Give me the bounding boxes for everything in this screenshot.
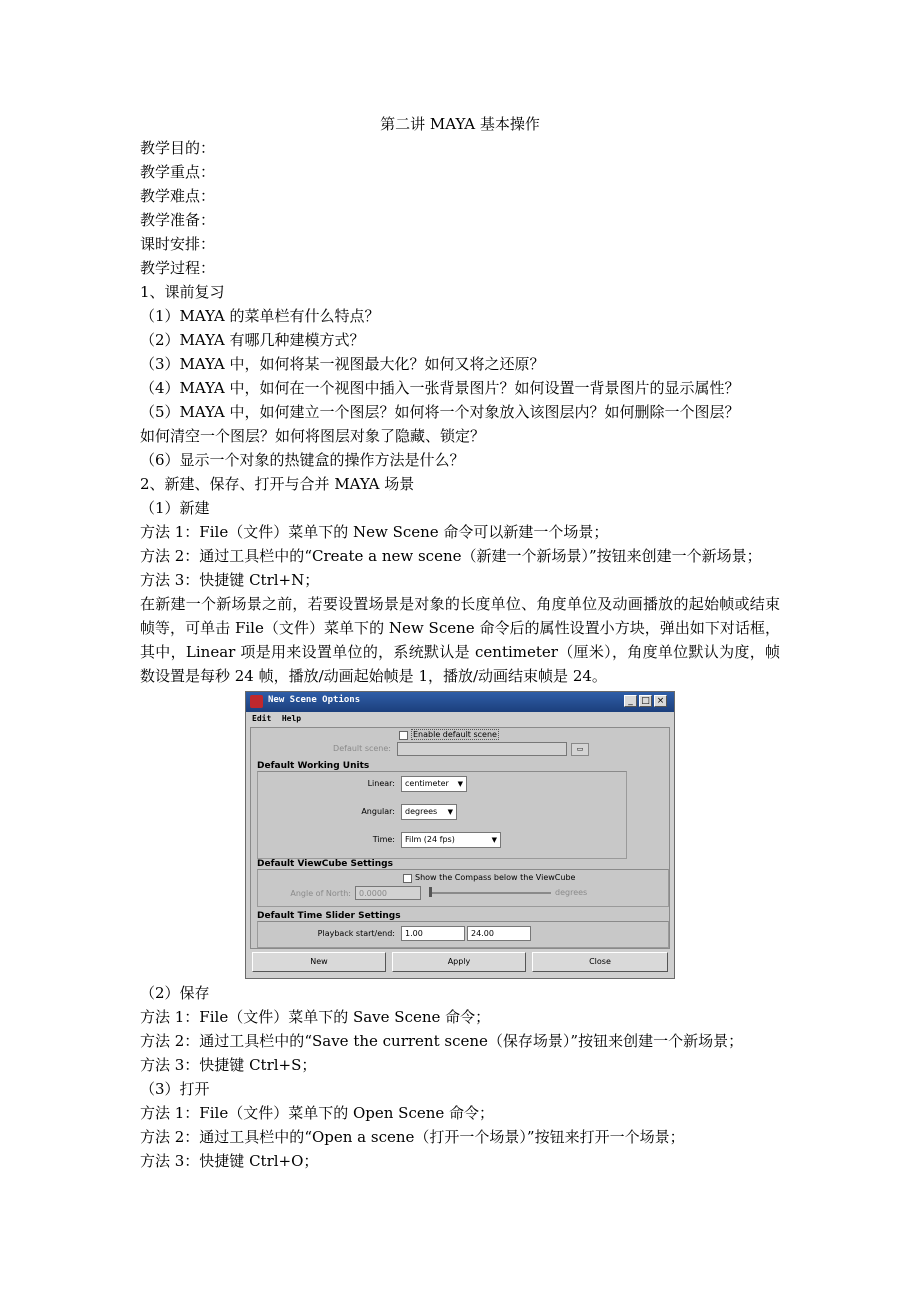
time-value: Film (24 fps): [405, 835, 455, 844]
method-line: 方法 3：快捷键 Ctrl+N；: [140, 571, 320, 589]
default-scene-label: Default scene:: [333, 744, 391, 753]
default-scene-input[interactable]: [397, 742, 567, 756]
page-title: 第二讲 MAYA 基本操作: [380, 115, 540, 133]
review-question: （4）MAYA 中，如何在一个视图中插入一张背景图片？如何设置一背景图片的显示属性？: [140, 379, 740, 397]
new-button[interactable]: New: [252, 952, 386, 972]
review-question: （3）MAYA 中，如何将某一视图最大化？如何又将之还原？: [140, 355, 545, 373]
menu-help[interactable]: Help: [281, 714, 302, 723]
angle-slider-handle[interactable]: [429, 887, 432, 897]
method-line: 方法 3：快捷键 Ctrl+S；: [140, 1056, 317, 1074]
enable-default-scene-checkbox[interactable]: [399, 731, 408, 740]
method-line: 方法 1：File（文件）菜单下的 Save Scene 命令；: [140, 1008, 491, 1026]
folder-icon[interactable]: ▭: [571, 743, 589, 756]
dialog-body: [250, 727, 670, 949]
header-line: 教学重点：: [140, 163, 216, 181]
review-question: 如何清空一个图层？如何将图层对象了隐藏、锁定？: [140, 427, 486, 445]
close-icon[interactable]: ×: [654, 695, 667, 707]
angular-label: Angular:: [361, 807, 395, 816]
section-heading: 2、新建、保存、打开与合并 MAYA 场景: [140, 475, 415, 493]
angular-value: degrees: [405, 807, 438, 816]
maya-app-icon: [250, 695, 263, 708]
angular-dropdown[interactable]: [401, 804, 457, 820]
working-units-title: Default Working Units: [257, 761, 370, 771]
chevron-down-icon: ▼: [447, 808, 453, 816]
maximize-icon[interactable]: □: [639, 695, 652, 707]
section-heading: 1、课前复习: [140, 283, 225, 301]
show-compass-checkbox[interactable]: [403, 874, 412, 883]
method-line: 方法 1：File（文件）菜单下的 Open Scene 命令；: [140, 1104, 495, 1122]
new-scene-options-dialog: [245, 691, 675, 979]
review-question: （6）显示一个对象的热键盒的操作方法是什么？: [140, 451, 465, 469]
show-compass-label: Show the Compass below the ViewCube: [415, 873, 576, 882]
method-line: 方法 2：通过工具栏中的“Save the current scene（保存场景）”按钮来创建一个新场景；: [140, 1032, 744, 1050]
dialog-titlebar[interactable]: [246, 692, 674, 712]
dialog-menubar: [246, 712, 674, 726]
time-label: Time:: [372, 835, 395, 844]
angle-of-north-input[interactable]: 0.0000: [355, 886, 421, 900]
new-scene-paragraph: 在新建一个新场景之前，若要设置场景是对象的长度单位、角度单位及动画播放的起始帧或结束帧等，可单击 File（文件）菜单下的 New Scene 命令后的属性设置小方块，弹出如下对话框，其中，Linear 项是用来设置单位的，系统默认是 centimeter（厘米），角度单位默认为度，帧数设置是每秒 24 帧，播放/动画起始帧是 1，播放/动画结束帧是 24。: [140, 595, 780, 685]
chevron-down-icon: ▼: [491, 836, 497, 844]
subsection-heading: （3）打开: [140, 1080, 210, 1098]
dialog-title: New Scene Options: [268, 695, 361, 705]
review-question: （5）MAYA 中，如何建立一个图层？如何将一个对象放入该图层内？如何删除一个图层？: [140, 403, 740, 421]
method-line: 方法 1：File（文件）菜单下的 New Scene 命令可以新建一个场景；: [140, 523, 609, 541]
angle-of-north-label: Angle of North:: [290, 889, 351, 898]
apply-button[interactable]: Apply: [392, 952, 526, 972]
subsection-heading: （2）保存: [140, 984, 210, 1002]
minimize-icon[interactable]: _: [624, 695, 637, 707]
angle-slider-track[interactable]: [429, 892, 551, 894]
header-line: 教学准备：: [140, 211, 216, 229]
method-line: 方法 2：通过工具栏中的“Create a new scene（新建一个新场景）”按钮来创建一个新场景；: [140, 547, 762, 565]
header-line: 教学难点：: [140, 187, 216, 205]
menu-edit[interactable]: Edit: [252, 714, 272, 723]
viewcube-title: Default ViewCube Settings: [257, 859, 393, 869]
linear-dropdown[interactable]: [401, 776, 467, 792]
chevron-down-icon: ▼: [457, 780, 463, 788]
linear-label: Linear:: [367, 779, 395, 788]
review-question: （1）MAYA 的菜单栏有什么特点？: [140, 307, 380, 325]
subsection-heading: （1）新建: [140, 499, 210, 517]
playback-label: Playback start/end:: [317, 929, 395, 938]
document-body-continued: [140, 981, 780, 1173]
method-line: 方法 3：快捷键 Ctrl+O；: [140, 1152, 319, 1170]
time-dropdown[interactable]: [401, 832, 501, 848]
time-slider-title: Default Time Slider Settings: [257, 911, 401, 921]
playback-end-input[interactable]: 24.00: [467, 926, 531, 941]
playback-start-input[interactable]: 1.00: [401, 926, 465, 941]
linear-value: centimeter: [405, 779, 449, 788]
close-button[interactable]: Close: [532, 952, 668, 972]
enable-default-scene-label: Enable default scene: [413, 730, 497, 739]
header-line: 课时安排：: [140, 235, 216, 253]
angle-unit-label: degrees: [555, 888, 588, 897]
header-line: 教学过程：: [140, 259, 216, 277]
review-question: （2）MAYA 有哪几种建模方式？: [140, 331, 365, 349]
header-line: 教学目的：: [140, 139, 216, 157]
document-body: [140, 112, 780, 688]
method-line: 方法 2：通过工具栏中的“Open a scene（打开一个场景）”按钮来打开一个场景；: [140, 1128, 685, 1146]
